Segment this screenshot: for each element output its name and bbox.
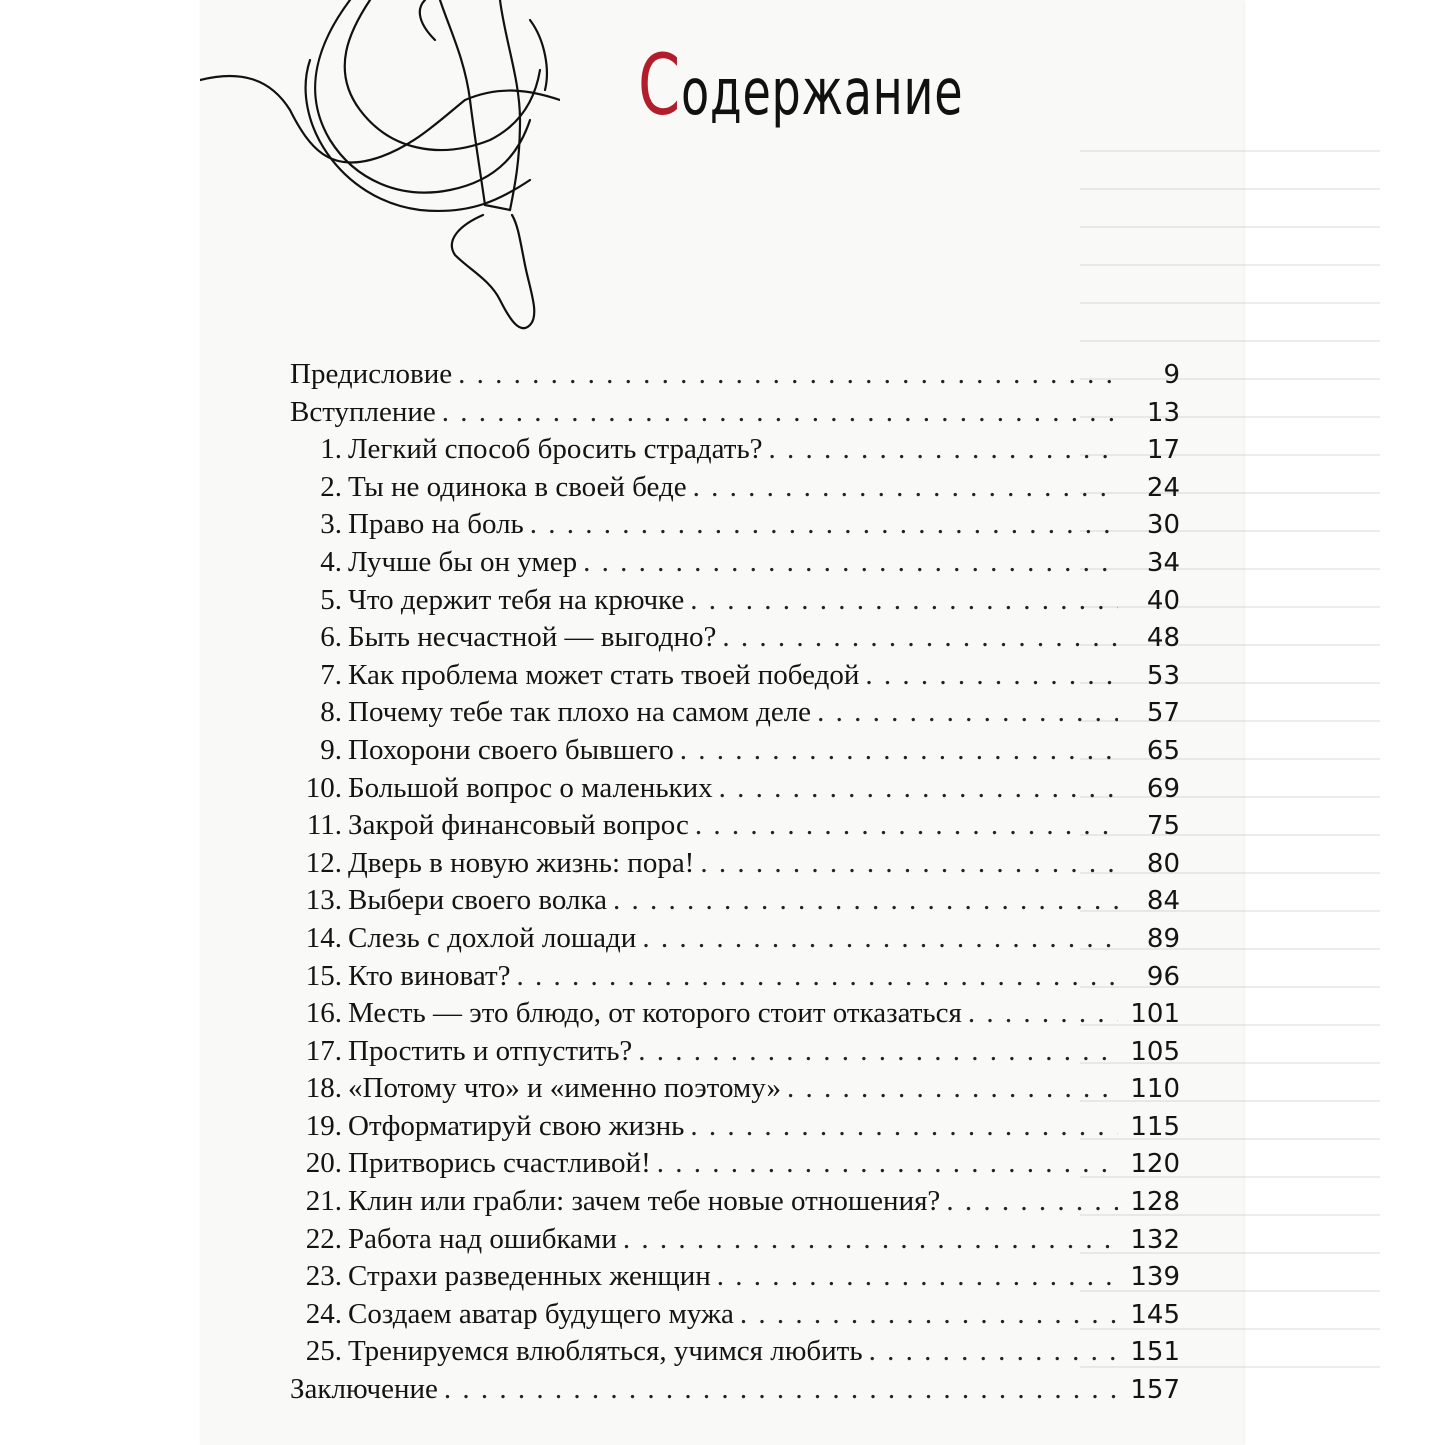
toc-entry (290, 995, 1180, 1033)
toc-entry-label: Простить и отпустить? (348, 1034, 633, 1067)
toc-entry-page: 120 (1130, 1149, 1180, 1180)
toc-entry (290, 1145, 1180, 1183)
toc-entry-page: 65 (1146, 735, 1180, 766)
toc-entry-page: 128 (1130, 1187, 1180, 1218)
toc-entry-label: Страхи разведенных женщин (348, 1260, 711, 1293)
dot-leader (817, 694, 1118, 732)
toc-entry-number: 5. (320, 583, 342, 616)
dot-leader (657, 1145, 1118, 1183)
toc-entry-label: Предисловие (290, 358, 453, 390)
toc-entry-number: 14. (305, 921, 342, 954)
dot-leader (693, 469, 1118, 507)
toc-entry-number: 1. (320, 433, 342, 466)
toc-entry-number: 11. (306, 809, 342, 842)
toc-entry-label: Дверь в новую жизнь: пора! (348, 846, 695, 879)
toc-entry-page: 84 (1146, 886, 1180, 917)
toc-entry-label: Большой вопрос о маленьких (348, 771, 713, 804)
toc-entry-label: Почему тебе так плохо на самом деле (348, 696, 812, 729)
toc-entry (290, 582, 1180, 620)
toc-entry-number: 4. (320, 545, 342, 578)
toc-entry-label: Что держит тебя на крючке (348, 583, 685, 616)
toc-entry-number: 10. (305, 771, 342, 804)
dot-leader (700, 845, 1118, 883)
dot-leader (613, 882, 1118, 920)
toc-entry (290, 732, 1180, 770)
toc-entry (290, 544, 1180, 582)
page-title (638, 30, 963, 140)
toc-entry-label: Как проблема может стать твоей победой (348, 658, 860, 691)
toc-entry-number: 18. (305, 1072, 342, 1105)
toc-entry-page: 9 (1163, 360, 1180, 390)
toc-entry (290, 506, 1180, 544)
toc-entry (290, 1070, 1180, 1108)
toc-entry-number: 16. (305, 997, 342, 1030)
toc-entry-page: 48 (1146, 623, 1180, 654)
dot-leader (722, 619, 1118, 657)
toc-entry (290, 1221, 1180, 1259)
toc-entry-label: Право на боль (348, 508, 524, 541)
line-art-illustration (200, 0, 560, 340)
toc-entry-label: «Потому что» и «именно поэтому» (348, 1072, 781, 1105)
toc-entry-number: 15. (305, 959, 342, 992)
dot-leader (638, 1033, 1118, 1071)
toc-entry-number: 17. (305, 1034, 342, 1067)
toc-entry-label: Лучше бы он умер (348, 545, 578, 578)
toc-entry-number: 21. (305, 1185, 342, 1218)
toc-entry-number: 24. (305, 1297, 342, 1330)
toc-entry (290, 770, 1180, 808)
dot-leader (869, 1333, 1118, 1371)
toc-entry-label: Месть — это блюдо, от которого стоит отказаться (348, 997, 962, 1030)
toc-entry-page: 105 (1130, 1036, 1180, 1067)
dot-leader (680, 732, 1118, 770)
toc-entry (290, 807, 1180, 845)
toc-entry-number: 7. (320, 658, 342, 691)
toc-entry (290, 431, 1180, 469)
toc-entry-page: 139 (1130, 1262, 1180, 1293)
toc-entry-label: Работа над ошибками (348, 1222, 617, 1255)
toc-entry-number: 8. (320, 696, 342, 729)
toc-entry-page: 30 (1146, 510, 1180, 541)
toc-entry (290, 845, 1180, 883)
table-of-contents (290, 356, 1180, 1409)
dot-leader (690, 1108, 1118, 1146)
toc-entry-label: Создаем аватар будущего мужа (348, 1297, 734, 1330)
toc-entry-page: 96 (1146, 961, 1180, 992)
toc-entry-number: 13. (305, 884, 342, 917)
toc-entry-page: 80 (1146, 848, 1180, 879)
toc-entry-label: Закрой финансовый вопрос (348, 809, 689, 842)
toc-entry-number: 19. (305, 1109, 342, 1142)
toc-entry-page: 57 (1146, 698, 1180, 729)
toc-entry-page: 69 (1146, 773, 1180, 804)
toc-entry-label: Легкий способ бросить страдать? (348, 433, 763, 466)
toc-entry-label: Кто виноват? (348, 959, 511, 992)
toc-entry (290, 394, 1180, 432)
toc-entry-page: 13 (1146, 397, 1180, 428)
toc-entry (290, 1296, 1180, 1334)
toc-entry-page: 17 (1146, 435, 1180, 466)
toc-entry-label: Притворись счастливой! (348, 1147, 651, 1180)
toc-entry-label: Вступление (290, 395, 436, 428)
toc-entry-page: 145 (1130, 1299, 1180, 1330)
toc-entry (290, 882, 1180, 920)
toc-entry (290, 469, 1180, 507)
toc-entry-page: 40 (1146, 585, 1180, 616)
dot-leader (583, 544, 1118, 582)
toc-entry (290, 958, 1180, 996)
toc-entry-label: Заключение (290, 1373, 438, 1406)
toc-entry (290, 1371, 1180, 1409)
toc-entry-number: 6. (320, 621, 342, 654)
dot-leader (968, 995, 1118, 1033)
toc-entry-label: Ты не одинока в своей беде (348, 470, 687, 503)
toc-entry-label: Похорони своего бывшего (348, 733, 674, 766)
dot-leader (517, 958, 1119, 996)
toc-entry-page: 34 (1146, 547, 1180, 578)
dot-leader (719, 770, 1118, 808)
toc-entry-number: 12. (305, 846, 342, 879)
toc-entry-page: 157 (1130, 1375, 1180, 1406)
toc-entry (290, 694, 1180, 732)
toc-entry-page: 110 (1130, 1074, 1180, 1105)
toc-entry-label: Выбери своего волка (348, 884, 607, 917)
toc-entry (290, 920, 1180, 958)
toc-entry-page: 151 (1130, 1337, 1180, 1368)
toc-entry (290, 1033, 1180, 1071)
toc-entry-page: 89 (1146, 923, 1180, 954)
dot-leader (458, 356, 1118, 394)
toc-entry (290, 657, 1180, 695)
toc-entry-number: 23. (305, 1260, 342, 1293)
toc-entry (290, 619, 1180, 657)
toc-entry-number: 3. (320, 508, 342, 541)
dot-leader (444, 1371, 1118, 1409)
toc-entry-number: 9. (320, 733, 342, 766)
dot-leader (946, 1183, 1118, 1221)
toc-entry (290, 1108, 1180, 1146)
toc-entry-page: 24 (1146, 472, 1180, 503)
dot-leader (442, 394, 1118, 432)
toc-entry-label: Тренируемся влюбляться, учимся любить (348, 1335, 863, 1368)
toc-entry-page: 75 (1146, 811, 1180, 842)
toc-entry-number: 20. (305, 1147, 342, 1180)
toc-entry-number: 2. (320, 470, 342, 503)
toc-entry-label: Слезь с дохлой лошади (348, 921, 637, 954)
dot-leader (530, 506, 1118, 544)
toc-entry (290, 1333, 1180, 1371)
dot-leader (740, 1296, 1118, 1334)
toc-entry-label: Отформатируй свою жизнь (348, 1109, 685, 1142)
dot-leader (865, 657, 1118, 695)
dot-leader (642, 920, 1118, 958)
toc-entry-label: Быть несчастной — выгодно? (348, 621, 717, 654)
toc-entry (290, 1183, 1180, 1221)
toc-entry-page: 115 (1130, 1111, 1180, 1142)
toc-entry-page: 132 (1130, 1224, 1180, 1255)
title-initial: С (638, 36, 681, 134)
dot-leader (695, 807, 1118, 845)
toc-entry-number: 25. (305, 1335, 342, 1368)
toc-entry-number: 22. (305, 1222, 342, 1255)
toc-entry (290, 1258, 1180, 1296)
dot-leader (769, 431, 1118, 469)
dot-leader (787, 1070, 1118, 1108)
dot-leader (623, 1221, 1118, 1259)
title-rest: одержание (680, 56, 964, 130)
toc-entry-page: 53 (1146, 660, 1180, 691)
toc-entry-page: 101 (1130, 999, 1180, 1030)
toc-entry-label: Клин или грабли: зачем тебе новые отношения? (348, 1185, 941, 1218)
dot-leader (690, 582, 1118, 620)
toc-entry (290, 356, 1180, 394)
dot-leader (717, 1258, 1118, 1296)
